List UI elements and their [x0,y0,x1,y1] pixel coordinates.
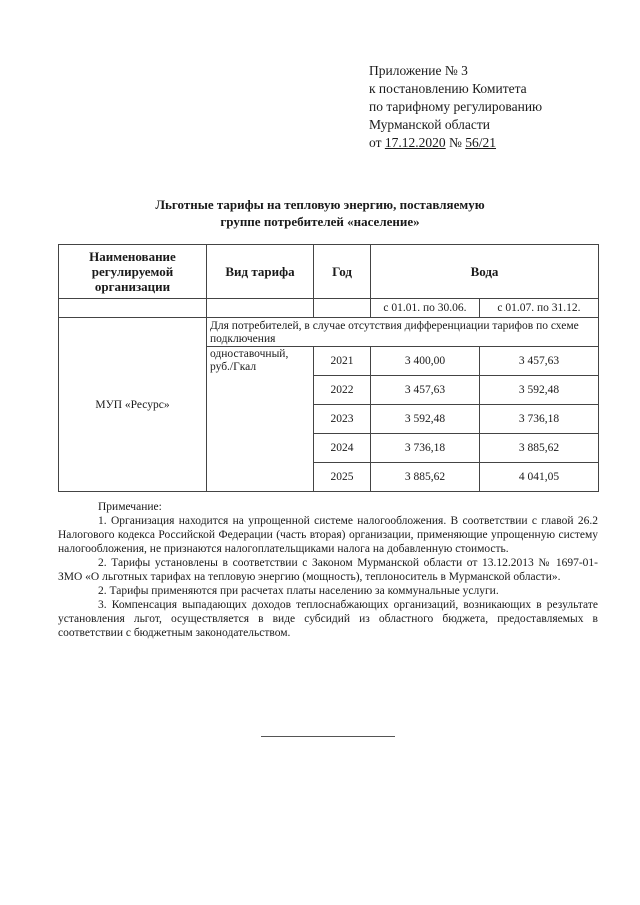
number-prefix: № [448,135,462,150]
resolution-number: 56/21 [465,135,497,150]
consumer-note: Для потребителей, в случае отсутствия дифференциации тарифов по схеме подключения [207,318,599,347]
tariff-value-h2: 4 041,05 [480,463,599,492]
period-first-half: с 01.01. по 30.06. [371,299,480,318]
title-line: Льготные тарифы на тепловую энергию, поставляемую [155,197,485,212]
note-item: 2. Тарифы установлены в соответствии с Законом Мурманской области от 13.12.2013 № 1697-01-ЗМО «О льготных тарифах на тепловую энергию (мощность), теплоноситель в Мурманской области». [58,557,598,583]
tariff-value-h1: 3 457,63 [371,376,480,405]
table-row [59,318,599,347]
note-item: 3. Компенсация выпадающих доходов теплоснабжающих организаций, возникающих в результате установления льгот, осуществляется в виде субсидий из областного бюджета, предоставляемых в соответствии с бюджетным законодательством. [58,599,598,639]
tariff-value-h1: 3 736,18 [371,434,480,463]
tariff-table [58,244,599,492]
period-second-half: с 01.07. по 31.12. [480,299,599,318]
tariff-value-h1: 3 592,48 [371,405,480,434]
header-year: Год [314,245,371,299]
appendix-header [369,62,542,152]
organization-name: МУП «Ресурс» [59,318,207,492]
title-line: группе потребителей «население» [220,214,420,229]
note-item: 1. Организация находится на упрощенной системе налогообложения. В соответствии с главой 26.2 Налогового кодекса Российской Федерации (часть вторая) организации, применяющие упрощенную систему налогообложения, не признаются налогоплательщиками налога на добавленную стоимость. [58,515,598,555]
end-separator-line [261,736,395,737]
tariff-value-h2: 3 457,63 [480,347,599,376]
resolution-date-line [369,134,542,152]
tariff-value-h2: 3 736,18 [480,405,599,434]
date-prefix: от [369,135,382,150]
appendix-ref-line: Мурманской области [369,117,490,132]
year-cell: 2021 [314,347,371,376]
year-cell: 2023 [314,405,371,434]
appendix-ref-line: к постановлению Комитета [369,81,527,96]
resolution-date: 17.12.2020 [384,135,446,150]
period-row [59,299,599,318]
tariff-value-h1: 3 400,00 [371,347,480,376]
header-tariff-type: Вид тарифа [207,245,314,299]
tariff-value-h2: 3 592,48 [480,376,599,405]
year-cell: 2025 [314,463,371,492]
appendix-ref-line: по тарифному регулированию [369,99,543,114]
appendix-number: Приложение № 3 [369,63,468,78]
note-item: 2. Тарифы применяются при расчетах платы населению за коммунальные услуги. [98,585,499,597]
notes-section [58,500,598,640]
tariff-type-label: одноставочный, руб./Гкал [207,347,314,492]
header-water: Вода [371,245,599,299]
header-org: Наименование регулируемой организации [59,245,207,299]
document-title [0,196,640,230]
year-cell: 2022 [314,376,371,405]
year-cell: 2024 [314,434,371,463]
table-header-row [59,245,599,299]
tariff-value-h1: 3 885,62 [371,463,480,492]
tariff-value-h2: 3 885,62 [480,434,599,463]
notes-heading: Примечание: [98,501,162,513]
